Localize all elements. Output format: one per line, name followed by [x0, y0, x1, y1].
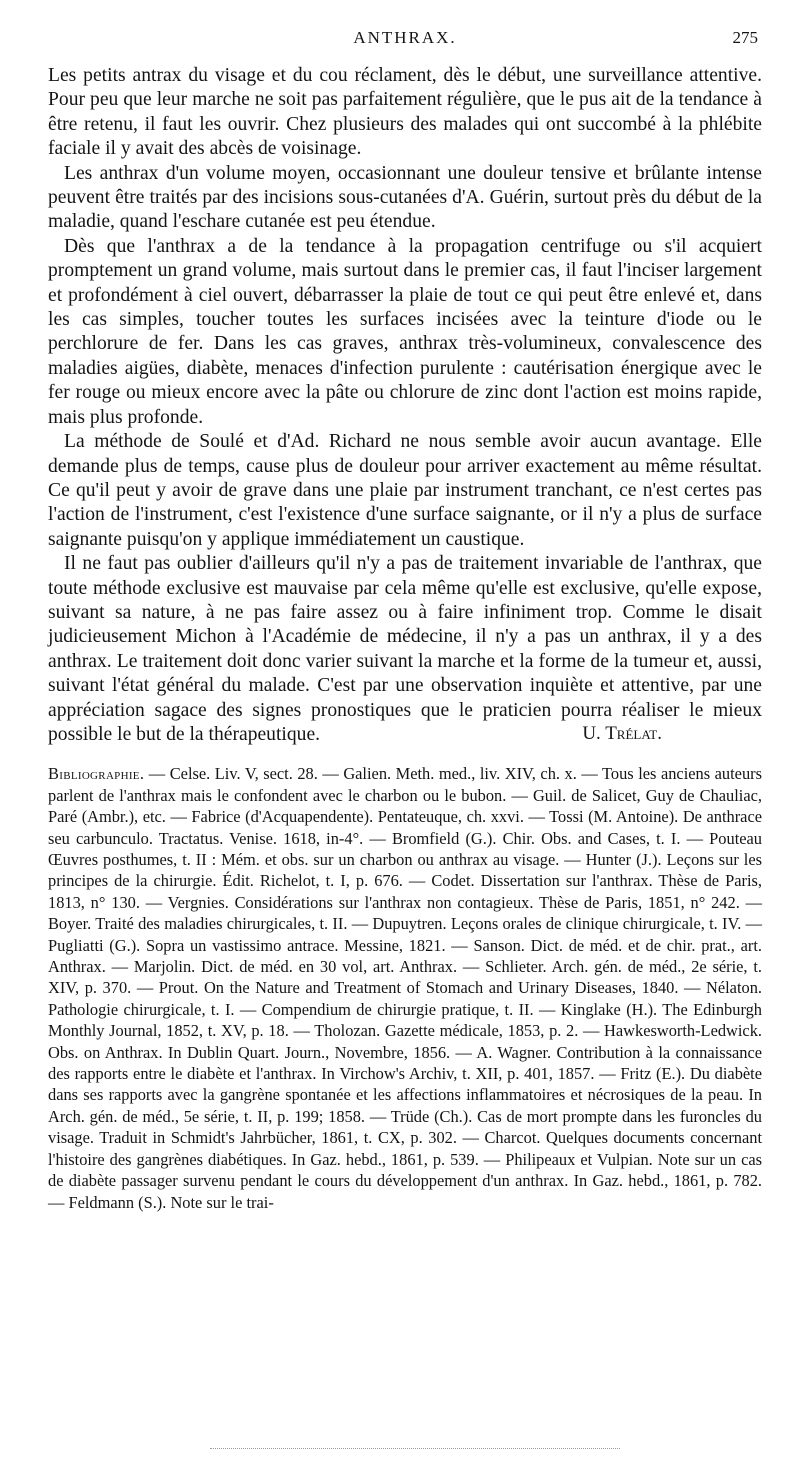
paragraph-5: Il ne faut pas oublier d'ailleurs qu'il n'y a pas de traitement invariable de l'anthrax, que toute méthode exclusive est mauvaise par cela même qu'elle est exclusive, qu'elle expose, suivant sa nature, à ne pas faire assez ou à faire infiniment trop. Comme le disait judicieusement Michon à l'Académie de médecine, il n'y a pas un anthrax, il y a des anthrax. Le traitement doit donc varier suivant la marche et la forme de la tumeur et, aussi, suivant l'état général du malade. C'est par une observation inquiète et attentive, par une appréciation sagace des signes pronostiques que le praticien pourra réaliser le mieux possible le but de la thérapeutique.: [48, 553, 762, 745]
author-signature: U. Trélat.: [582, 723, 662, 745]
running-title: ANTHRAX.: [353, 28, 457, 47]
paragraph-1: Les petits antrax du visage et du cou réclament, dès le début, une surveillance attentive. Pour peu que leur marche ne soit pas parfaitement régulière, que le pus ait de la tendance à être retenu, il faut les ouvrir. Chez plusieurs des malades qui ont succombé à la phlébite faciale il y avait des abcès de voisinage.: [48, 65, 762, 160]
paragraph-4: La méthode de Soulé et d'Ad. Richard ne nous semble avoir aucun avantage. Elle demande plus de temps, cause plus de douleur pour arriver exactement au même résultat. Ce qu'il peut y avoir de grave dans une plaie par instrument tranchant, ce n'est certes pas l'action de l'instrument, c'est l'existence d'une surface saignante, or il n'y a plus de surface saignante puisqu'on y applique immédiatement un caustique.: [48, 431, 762, 550]
main-text: [48, 64, 762, 747]
paragraph-2: Les anthrax d'un volume moyen, occasionnant une douleur tensive et brûlante intense peuvent être traités par des incisions sous-cutanées d'A. Guérin, surtout près du début de la maladie, quand l'eschare cutanée est peu étendue.: [48, 162, 762, 233]
page-header: [48, 28, 762, 64]
bibliography: [48, 763, 762, 1213]
footer-rule: [210, 1448, 620, 1449]
page-number: 275: [732, 28, 758, 47]
paragraph-3: Dès que l'anthrax a de la tendance à la propagation centrifuge ou s'il acquiert promptement un grand volume, mais surtout dans le premier cas, il faut l'inciser largement et profondément à ciel ouvert, débarrasser la plaie de tout ce qui peut être enlevé et, dans les cas simples, toucher toutes les surfaces incisées avec la teinture d'iode ou le perchlorure de fer. Dans les cas graves, anthrax très-volumineux, convalescence des maladies aigües, diabète, menaces d'infection purulente : cautérisation énergique avec le fer rouge ou mieux encore avec la pâte ou chlorure de zinc dont l'action est moins rapide, mais plus profonde.: [48, 235, 762, 428]
bibliography-text: — Celse. Liv. V, sect. 28. — Galien. Meth. med., liv. XIV, ch. x. — Tous les anciens auteurs parlent de l'anthrax mais le confondent avec le charbon ou le bubon. — Guil. de Salicet, Guy de Chauliac, Paré (Ambr.), etc. — Fabrice (d'Acquapendente). Pentateuque, ch. xxvi. — Tossi (M. Antoine). De anthrace seu carbunculo. Tractatus. Venise. 1618, in-4°. — Bromfield (G.). Chir. Obs. and Cases, t. I. — Pouteau Œuvres posthumes, t. II : Mém. et obs. sur un charbon ou anthrax au visage. — Hunter (J.). Leçons sur les principes de la chirurgie. Édit. Richelot, t. I, p. 676. — Codet. Dissertation sur l'anthrax. Thèse de Paris, 1813, n° 130. — Vergnies. Considérations sur l'anthrax non contagieux. Thèse de Paris, 1851, n° 242. — Boyer. Traité des maladies chirurgicales, t. II. — Dupuytren. Leçons orales de clinique chirurgicale, t. IV. — Pugliatti (G.). Sopra un vastissimo antrace. Messine, 1821. — Sanson. Dict. de méd. et de chir. prat., art. Anthrax. — Marjolin. Dict. de méd. en 30 vol, art. Anthrax. — Schlieter. Arch. gén. de méd., 2e série, t. XIV, p. 370. — Prout. On the Nature and Treatment of Stomach and Urinary Diseases, 1840. — Nélaton. Pathologie chirurgicale, t. I. — Compendium de chirurgie pratique, t. II. — Kinglake (H.). The Edinburgh Monthly Journal, 1852, t. XV, p. 18. — Tholozan. Gazette médicale, 1853, p. 2. — Hawkesworth-Ledwick. Obs. on Anthrax. In Dublin Quart. Journ., Novembre, 1856. — A. Wagner. Contribution à la connaissance des rapports entre le diabète et l'anthrax. In Virchow's Archiv, t. XII, p. 401, 1857. — Fritz (E.). Du diabète dans ses rapports avec la gangrène spontanée et les affections inflammatoires et nécrosiques de la peau. In Arch. gén. de méd., 5e série, t. II, p. 199; 1858. — Trüde (Ch.). Cas de mort prompte dans les furoncles du visage. Traduit in Schmidt's Jahrbücher, 1861, t. CX, p. 302. — Charcot. Quelques documents concernant l'histoire des gangrènes diabétiques. In Gaz. hebd., 1861, p. 539. — Philipeaux et Vulpian. Note sur un cas de diabète passager survenu pendant le cours du développement d'un anthrax. In Gaz. hebd., 1861, p. 782. — Feldmann (S.). Note sur le trai-: [48, 764, 762, 1212]
bibliography-heading: Bibliographie.: [48, 764, 145, 784]
